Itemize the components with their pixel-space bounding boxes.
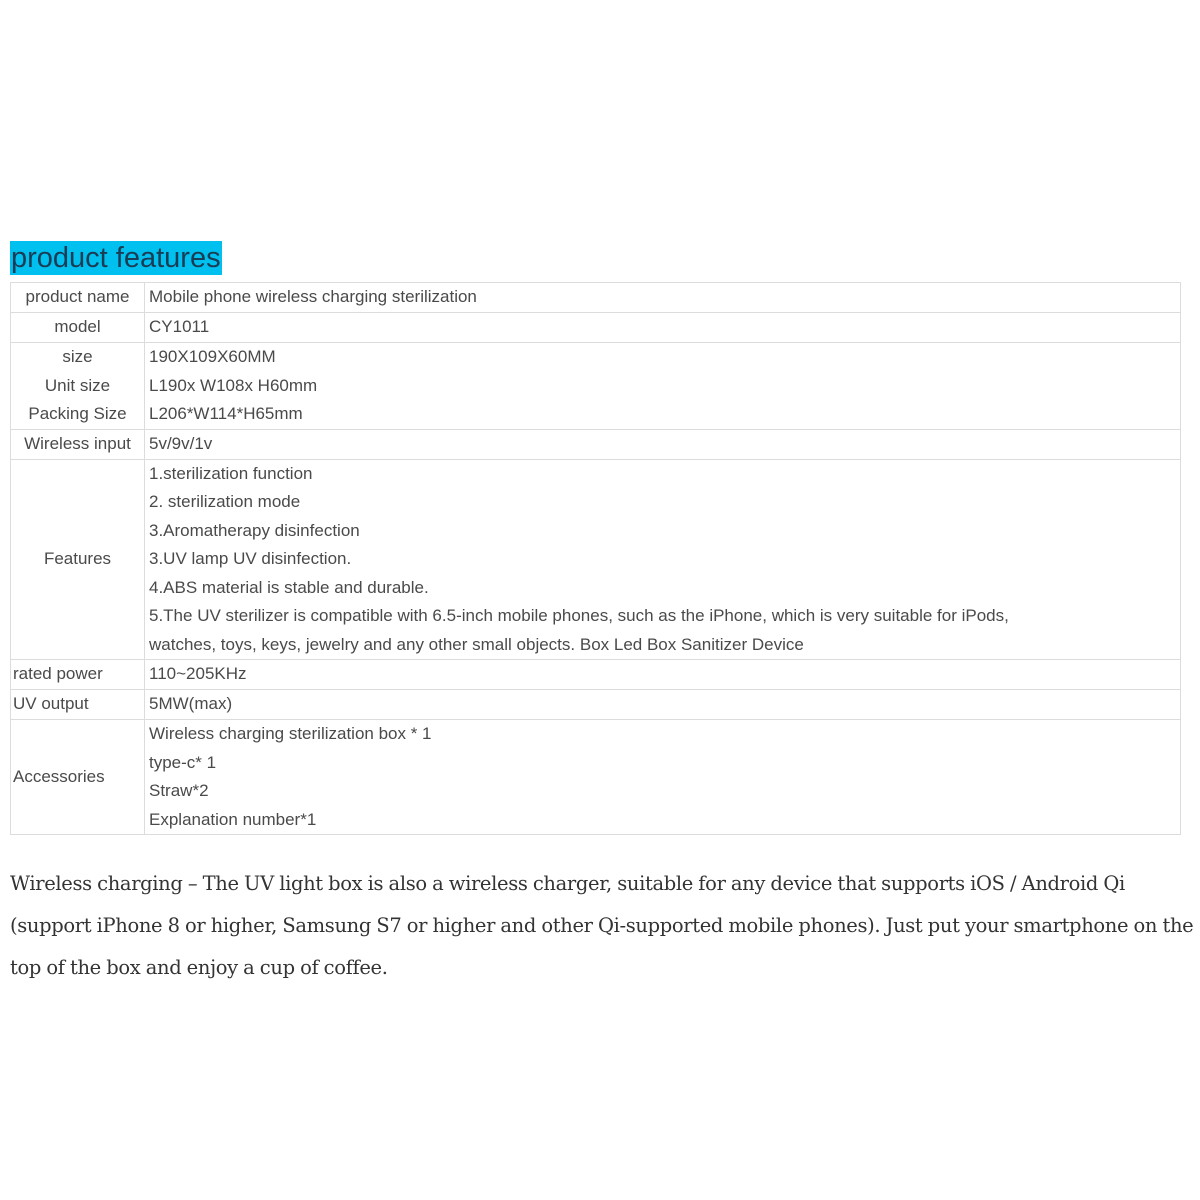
table-row-wireless-input <box>11 429 1181 459</box>
table-row-features <box>11 459 1181 660</box>
packing-size-label: Packing Size <box>28 404 127 423</box>
accessory-item: Straw*2 <box>149 781 209 800</box>
row-value: CY1011 <box>145 313 1181 343</box>
feature-item: 5.The UV sterilizer is compatible with 6.5-inch mobile phones, such as the iPhone, which is very suitable for iPods, <box>149 606 1009 625</box>
feature-item: 4.ABS material is stable and durable. <box>149 577 429 597</box>
unit-size-label: Unit size <box>44 375 111 395</box>
row-label <box>11 343 145 430</box>
table-row-uv-output <box>11 690 1181 720</box>
section-heading: product features <box>11 242 221 274</box>
wireless-charging-paragraph: Wireless charging – The UV light box is also a wireless charger, suitable for any device that supports iOS / Android Qi (support iPhone 8 or higher, Samsung S7 or higher and other Qi-supported mobile phones). Just put your smartphone on the top of the box and enjoy a cup of coffee. <box>10 871 1194 979</box>
feature-item: 3.Aromatherapy disinfection <box>149 520 360 540</box>
row-label: Accessories <box>11 720 145 835</box>
product-spec-table <box>10 282 1181 835</box>
row-value <box>145 720 1181 835</box>
row-value <box>145 343 1181 430</box>
table-row-product-name <box>11 283 1181 313</box>
feature-item: 2. sterilization mode <box>149 492 301 511</box>
row-label: model <box>11 313 145 343</box>
row-label: UV output <box>11 690 145 720</box>
row-value: 110~205KHz <box>145 660 1181 690</box>
row-label: rated power <box>11 660 145 690</box>
size-label: size <box>62 347 93 366</box>
table-row-model <box>11 313 1181 343</box>
feature-item: 3.UV lamp UV disinfection. <box>149 549 352 568</box>
accessory-item: type-c* 1 <box>149 752 217 772</box>
row-value: 5MW(max) <box>145 690 1181 720</box>
row-value: 5v/9v/1v <box>145 429 1181 459</box>
packing-size-value: L206*W114*H65mm <box>149 404 303 423</box>
row-label: product name <box>11 283 145 313</box>
feature-item: watches, toys, keys, jewelry and any other small objects. Box Led Box Sanitizer Device <box>149 634 804 654</box>
size-value: 190X109X60MM <box>149 347 276 366</box>
unit-size-value: L190x W108x H60mm <box>149 375 318 395</box>
row-label: Wireless input <box>11 429 145 459</box>
row-value: Mobile phone wireless charging sterilization <box>145 283 1181 313</box>
accessory-item: Explanation number*1 <box>149 809 317 829</box>
table-row-rated-power <box>11 660 1181 690</box>
feature-item: 1.sterilization function <box>149 463 313 483</box>
table-row-sizes <box>11 343 1181 430</box>
row-value <box>145 459 1181 660</box>
accessory-item: Wireless charging sterilization box * 1 <box>149 724 432 743</box>
row-label: Features <box>11 459 145 660</box>
table-row-accessories <box>11 720 1181 835</box>
